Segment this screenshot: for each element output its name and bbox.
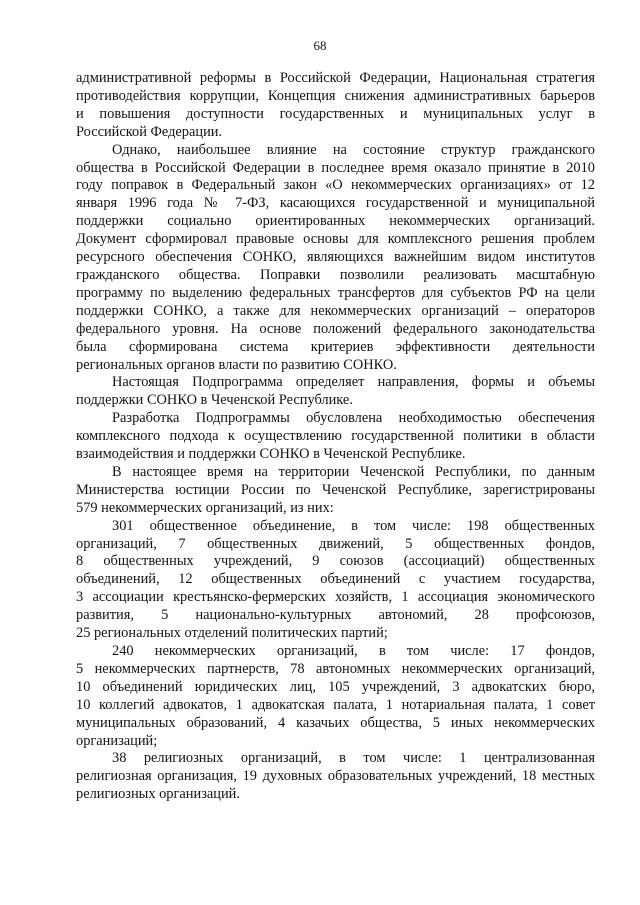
text-line: региональных органов власти по развитию СОНКО.: [76, 356, 397, 373]
text-line: объединений, 12 общественных объединений с участием государства,: [76, 571, 595, 588]
paragraph-first-line: 38 религиозных организаций, в том числе: 1 централизованная: [112, 750, 595, 767]
text-line: 10 объединений юридических лиц, 105 учреждений, 3 адвокатских бюро,: [76, 678, 595, 695]
text-line: году поправок в Федеральный закон «О некоммерческих организациях» от 12: [76, 177, 595, 194]
text-line: общества в Российской Федерации в последнее время оказало принятие в 2010: [76, 159, 595, 176]
page-number: 68: [313, 38, 327, 53]
text-line: комплексного подхода к осуществлению государственной политики в области: [76, 428, 595, 445]
paragraph-first-line: 240 некоммерческих организаций, в том числе: 17 фондов,: [112, 643, 595, 659]
text-line: муниципальных образований, 4 казачьих общества, 5 иных некоммерческих: [76, 714, 595, 731]
text-line: была сформирована система критериев эффективности деятельности: [76, 338, 595, 355]
paragraph-first-line: В настоящее время на территории Чеченской Республики, по данным: [112, 463, 595, 480]
text-line: гражданского общества. Поправки позволили реализовать масштабную: [76, 266, 595, 283]
text-line: религиозных организаций.: [76, 786, 240, 803]
text-line: противодействия коррупции, Концепция снижения административных барьеров: [76, 87, 595, 104]
text-line: федерального уровня. На основе положений федерального законодательства: [76, 320, 595, 337]
text-line: поддержки СОНКО в Чеченской Республике.: [76, 392, 353, 409]
text-line: Документ сформировал правовые основы для комплексного решения проблем: [76, 231, 595, 248]
paragraph-first-line: Разработка Подпрограммы обусловлена необходимостью обеспечения: [112, 410, 595, 427]
text-line: организаций;: [76, 732, 158, 749]
body-text: [76, 70, 595, 804]
text-line: 3 ассоциации крестьянско-фермерских хозяйств, 1 ассоциация экономического: [76, 589, 595, 606]
text-line: 5 некоммерческих партнерств, 78 автономных некоммерческих организаций,: [76, 660, 595, 677]
text-line: Российской Федерации.: [76, 123, 223, 140]
text-line: и повышения доступности государственных и муниципальных услуг в: [76, 105, 595, 122]
text-line: административной реформы в Российской Федерации, Национальная стратегия: [76, 70, 595, 86]
text-line: 10 коллегий адвокатов, 1 адвокатская палата, 1 нотариальная палата, 1 совет: [76, 696, 595, 713]
text-line: развития, 5 национально-культурных автономий, 28 профсоюзов,: [76, 607, 595, 624]
text-line: поддержки социально ориентированных некоммерческих организаций.: [76, 213, 595, 230]
text-line: января 1996 года № 7-ФЗ, касающихся государственной и муниципальной: [76, 195, 595, 212]
paragraph-first-line: 301 общественное объединение, в том числе: 198 общественных: [112, 517, 595, 534]
text-line: взаимодействия и поддержки СОНКО в Чеченской Республике.: [76, 446, 466, 463]
text-line: Министерства юстиции России по Чеченской Республике, зарегистрированы: [76, 481, 595, 498]
paragraph-first-line: Однако, наибольшее влияние на состояние структур гражданского: [112, 141, 595, 158]
text-line: поддержки СОНКО, а также для некоммерческих организаций – операторов: [76, 302, 595, 319]
text-line: 8 общественных учреждений, 9 союзов (ассоциаций) общественных: [76, 553, 595, 570]
text-line: религиозная организация, 19 духовных образовательных учреждений, 18 местных: [76, 768, 595, 785]
text-line: 25 региональных отделений политических партий;: [76, 625, 388, 642]
text-line: программу по выделению федеральных трансфертов для субъектов РФ на цели: [76, 284, 595, 301]
text-line: ресурсного обеспечения СОНКО, являющихся важнейшим видом институтов: [76, 249, 595, 266]
text-line: организаций, 7 общественных движений, 5 общественных фондов,: [76, 535, 595, 552]
paragraph-first-line: Настоящая Подпрограмма определяет направления, формы и объемы: [112, 374, 595, 391]
text-line: 579 некоммерческих организаций, из них:: [76, 499, 334, 516]
